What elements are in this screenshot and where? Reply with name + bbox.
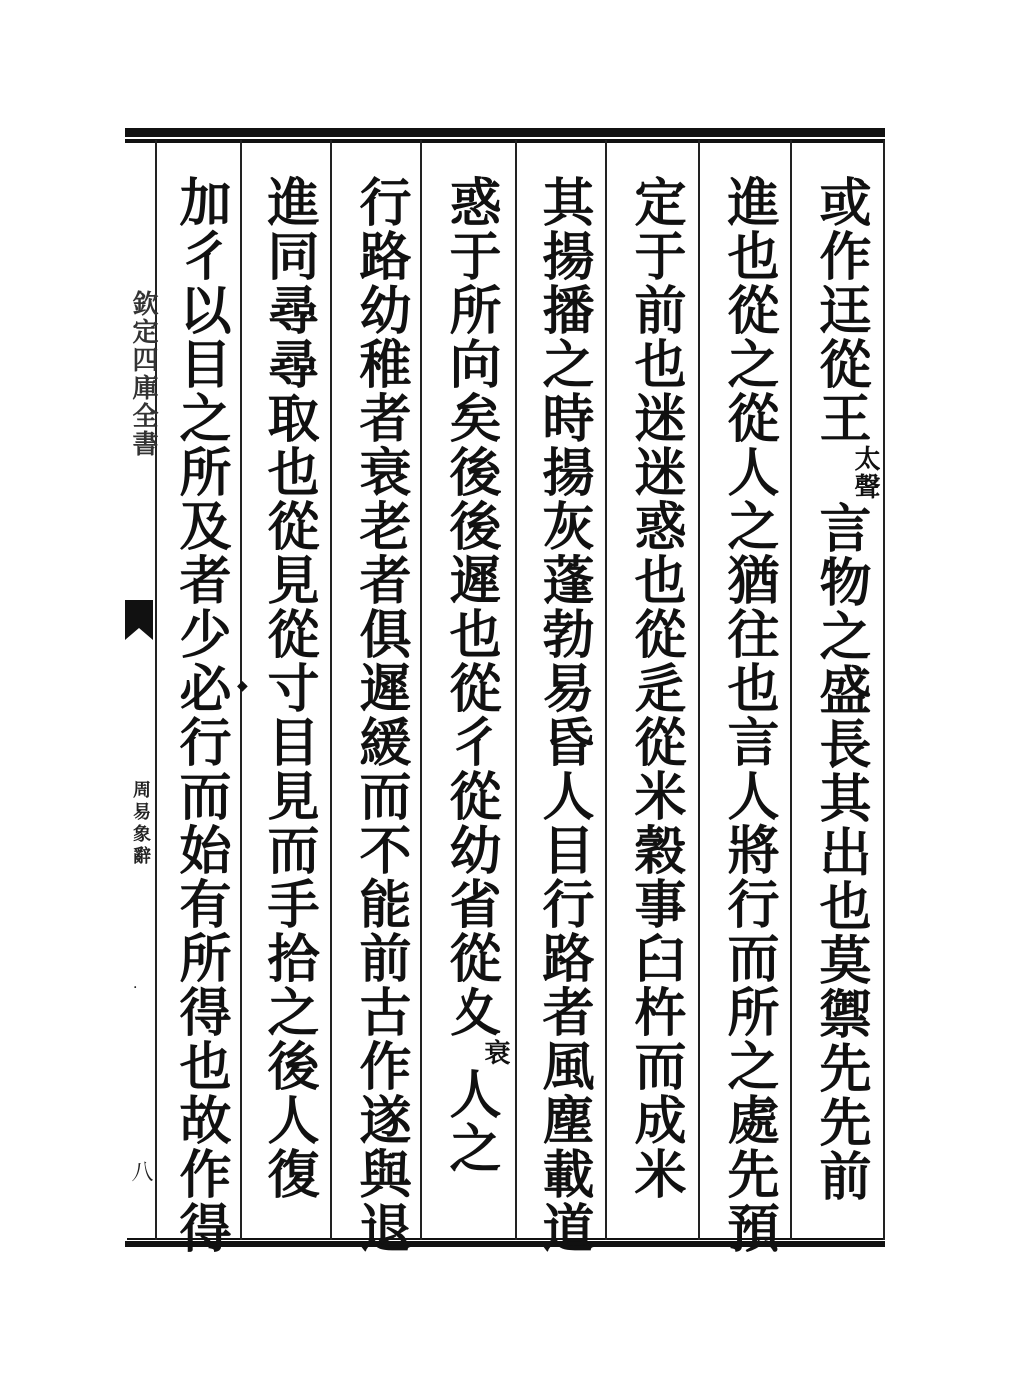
column-text-segment: 迷惑也從辵從米穀事臼杵而成米 — [625, 445, 686, 1201]
page-number: 八 — [128, 1160, 153, 1182]
column-text-segment: 進同 — [258, 175, 319, 283]
text-column-3 — [615, 175, 695, 1235]
column-text-segment: 惑于所向矣 — [440, 175, 501, 445]
column-text — [248, 175, 328, 1201]
column-divider — [330, 140, 332, 1240]
seal-script-glyph: 尋 — [258, 283, 319, 337]
column-text-segment: 後遲也從彳從幼省從夊 — [440, 499, 501, 1039]
column-text-segment: 尋取也從見從寸目見而手拾之後人復 — [258, 337, 319, 1201]
column-text: 進也從之從人之猶往也言人將行而所之處先預 — [718, 175, 779, 1255]
column-divider — [698, 140, 700, 1240]
text-column-4 — [523, 175, 603, 1255]
column-text — [430, 175, 510, 1175]
text-column-1 — [800, 175, 880, 1235]
column-divider — [883, 140, 885, 1240]
text-column-6 — [340, 175, 420, 1255]
seal-script-glyph: 迷 — [625, 391, 686, 445]
text-column-2 — [708, 175, 788, 1255]
collection-title: 欽定四庫全書 — [128, 290, 158, 458]
column-text-segment: 人之 — [440, 1067, 501, 1175]
column-text-segment: 或作迋從王 — [810, 175, 871, 445]
column-text-segment: 言物之盛長其出也莫禦 — [810, 501, 871, 1041]
book-title: 周易象辭 — [130, 780, 151, 868]
column-text: 行路幼稚者衰老者俱遲緩而不能前古作遂與退 — [350, 175, 411, 1255]
top-border-rule — [125, 128, 885, 139]
column-divider — [605, 140, 607, 1240]
inline-annotation: 太聲 — [850, 445, 880, 501]
text-column-7 — [248, 175, 328, 1235]
column-divider — [515, 140, 517, 1240]
column-divider — [420, 140, 422, 1240]
column-text-segment: 定于前也 — [625, 175, 686, 391]
page-margin-column — [125, 140, 158, 1240]
column-divider — [790, 140, 792, 1240]
fish-tail-mark-icon — [125, 600, 153, 640]
column-text: 加彳以目之所及者少必行而始有所得也故作得 — [170, 175, 231, 1255]
seal-script-glyph: 後 — [440, 445, 501, 499]
column-text: 其揚播之時揚灰蓬勃易昏人目行路者風塵載道 — [533, 175, 594, 1255]
inline-annotation: 衰 — [480, 1039, 510, 1067]
seal-script-glyph: 先 — [810, 1041, 871, 1095]
margin-dot: · — [133, 980, 138, 996]
column-text — [800, 175, 880, 1203]
text-column-5 — [430, 175, 510, 1235]
column-text-segment: 先前 — [810, 1095, 871, 1203]
column-marker-dot: ◆ — [237, 678, 248, 694]
text-column-8 — [160, 175, 240, 1255]
column-text — [615, 175, 695, 1201]
